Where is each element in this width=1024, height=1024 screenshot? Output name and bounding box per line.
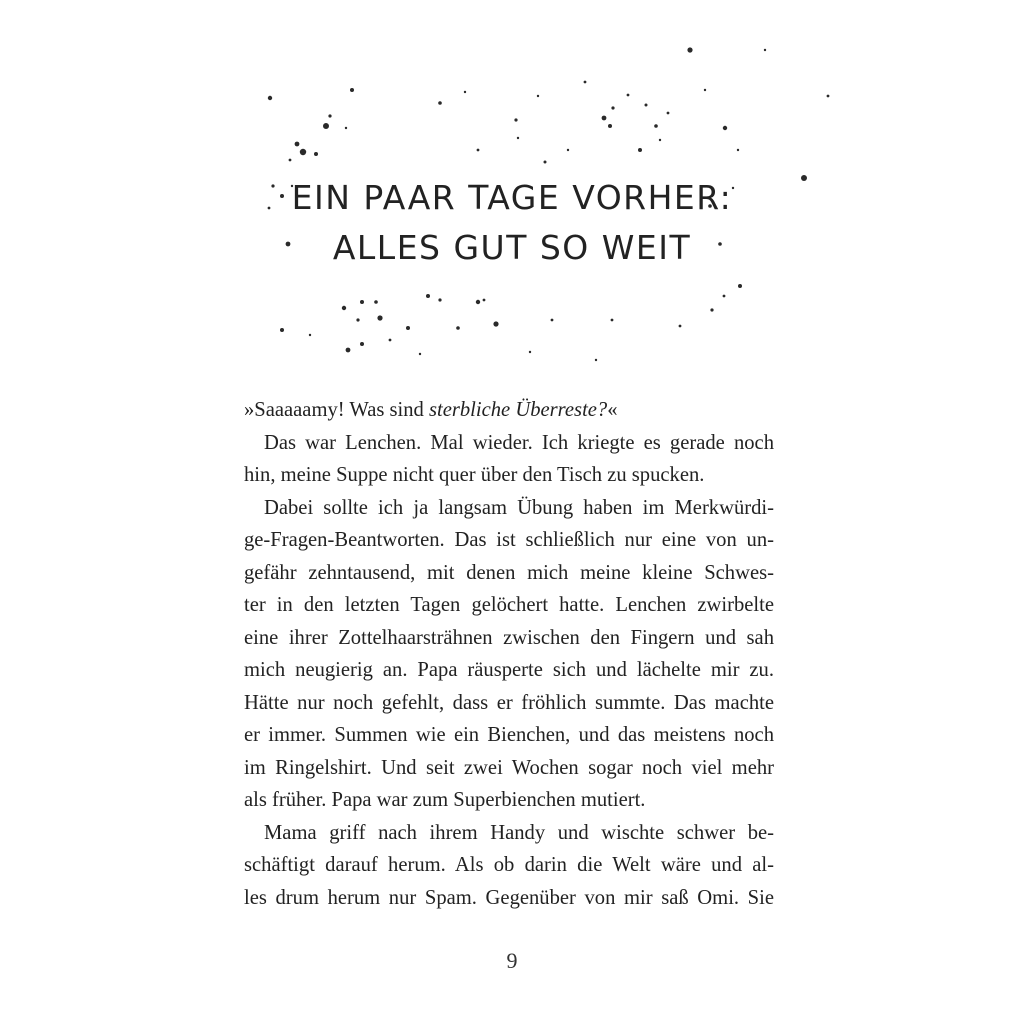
page-number: 9 xyxy=(506,948,518,973)
opening-text-pre: »Saaaaamy! Was sind xyxy=(244,399,429,421)
opening-text-italic: sterbliche Überreste? xyxy=(428,399,608,421)
opening-text-post: « xyxy=(607,399,618,421)
text-line: ter in den letzten Tagen gelöchert hatte. Lenchen zwirbelte xyxy=(244,594,774,616)
text-line: als früher. Papa war zum Superbienchen mutiert. xyxy=(244,789,646,811)
chapter-title-line-2: ALLES GUT SO WEIT xyxy=(332,228,692,267)
text-line: er immer. Summen wie ein Bienchen, und das meistens noch xyxy=(244,724,774,746)
text-line: Hätte nur noch gefehlt, dass er fröhlich summte. Das machte xyxy=(244,691,774,714)
text-line: Das war Lenchen. Mal wieder. Ich kriegte es gerade noch xyxy=(264,431,774,454)
text-line: ge-Fragen-Beantworten. Das ist schließlich nur eine von un- xyxy=(244,529,774,551)
text-line: schäftigt darauf herum. Als ob darin die Welt wäre und al- xyxy=(244,854,774,876)
text-line: gefähr zehntausend, mit denen mich meine kleine Schwes- xyxy=(244,561,774,584)
text-line: im Ringelshirt. Und seit zwei Wochen sogar noch viel mehr xyxy=(244,756,774,779)
opening-line xyxy=(244,394,774,427)
chapter-title-line-1: EIN PAAR TAGE VORHER: xyxy=(291,178,733,217)
text-line: Dabei sollte ich ja langsam Übung haben im Merkwürdi- xyxy=(264,496,774,519)
text-line: Mama griff nach ihrem Handy und wischte schwer be- xyxy=(264,821,774,844)
text-line: hin, meine Suppe nicht quer über den Tisch zu spucken. xyxy=(244,464,705,486)
chapter-body-text xyxy=(244,394,774,914)
text-line: eine ihrer Zottelhaarsträhnen zwischen den Fingern und sah xyxy=(244,626,774,649)
text-line: les drum herum nur Spam. Gegenüber von mir saß Omi. Sie xyxy=(244,886,774,909)
text-line: mich neugierig an. Papa räusperte sich und lächelte mir zu. xyxy=(244,659,774,681)
